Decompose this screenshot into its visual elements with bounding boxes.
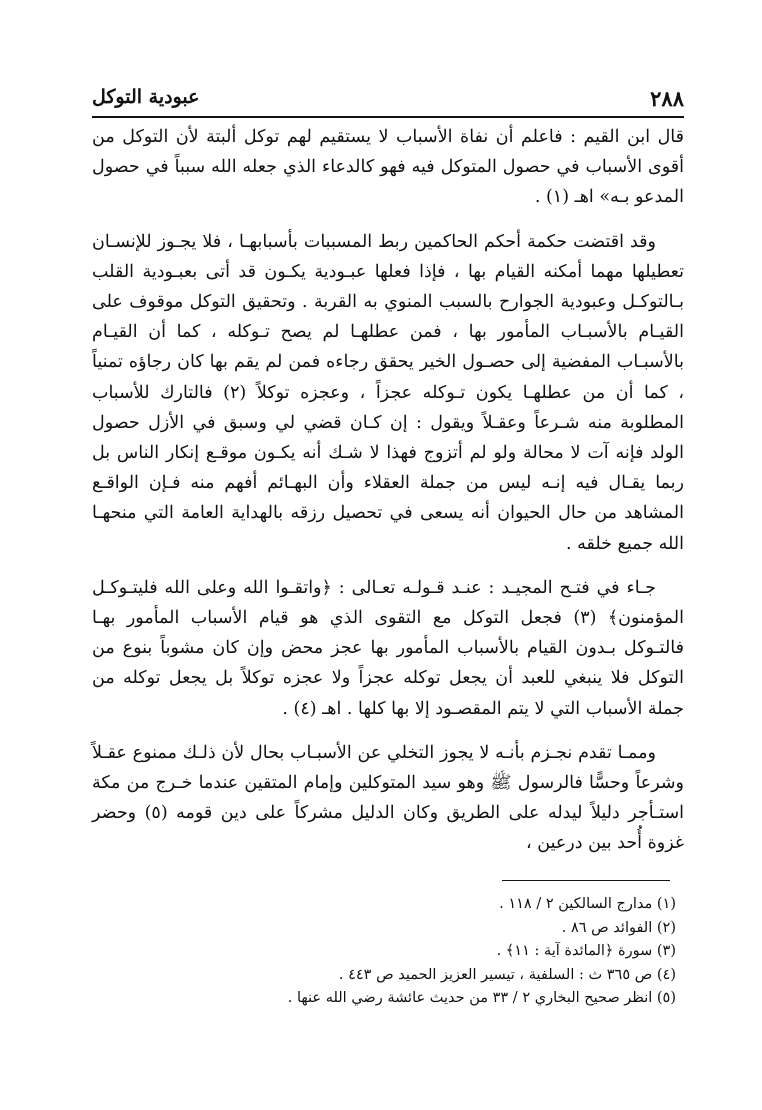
footnote-1: (١) مدارج السالكين ٢ / ١١٨ . [499, 896, 676, 912]
footnotes [92, 893, 684, 1011]
paragraph-wisdom-of-causes: وقد اقتضت حكمة أحكم الحاكمين ربط المسببات بأسبابهـا ، فلا يجـوز للإنسـان تعطيلها مهما أمكنه القيام بها ، فإذا فعلها عبـودية يكـون قد أتى بعبـودية القلب بـالتوكـل وعبودية الجوارح بالسبب المنوي به القربة . وتحقيق التوكل موقوف على القيـام بالأسبـاب المأمور بها ، فمن عطلهـا لم يصح تـوكله ، كما أن القيـام بالأسبـاب المفضية إلى حصـول الخير يحقق رجاءه فمن لم يقم بها كان رجاؤه تمنياً ، كما أن من عطلهـا يكون تـوكله عجزاً ، وعجزه توكلاً (٢) فالتارك للأسباب المطلوبة منه شـرعاً وعقـلاً ويقول : إن كـان قضي لي وسبق في الأزل حصول الولد فإنه آت لا محالة ولو لم أتزوج فهذا لا شـك أنه يكـون موقـع إنكار الناس بل ربما يقـال فيه إنـه ليس من جملة العقلاء وأن البهـائم أفهم منه فـإن الواقـع المشاهد من حال الحيوان أنه يسعى في تحصيل رزقه بالهداية العامة التي منحهـا الله جميع خلقه . [92, 231, 685, 554]
footnote-5: (٥) انظر صحيح البخاري ٢ / ٣٣ من حديث عائشة رضي الله عنها . [287, 990, 676, 1006]
footnote-2: (٢) الفوائد ص ٨٦ . [561, 919, 676, 936]
body-text [92, 122, 684, 873]
paragraph-ibn-alqayyim-quote: قال ابن القيم : فاعلم أن نفاة الأسباب لا يستقيم لهم توكل ألبتة لأن التوكل من أقوى الأسباب في حصول المتوكل فيه فهو كالدعاء الذي جعله الله سبباً في حصول المدعو بـه» اهـ (١) . [92, 127, 684, 208]
running-title: عبودية التوكل [92, 86, 200, 108]
footnote-3: (٣) سورة ﴿المائدة آية : ١١﴾ . [496, 943, 676, 959]
page-header [92, 80, 684, 118]
footnote-separator [502, 880, 670, 881]
paragraph-fath-almajid: جـاء في فتـح المجيـد : عنـد قـولـه تعـالى : ﴿واتقـوا الله وعلى الله فليتـوكـل المؤمنون﴾ (٣) فجعل التوكل مع التقوى الذي هو قيام الأسباب المأمور بهـا فالتـوكل بـدون القيام بالأسباب المأمور بها عجز محض وإن كان مشوباً بنوع من التوكل فلا ينبغي للعبد أن يجعل توكله عجزاً ولا عجزه توكلاً بل يجعل توكله من جملة الأسباب التي لا يتم المقصـود إلا بها كلها . اهـ (٤) . [92, 577, 685, 719]
footnote-4: (٤) ص ٣٦٥ ث : السلفية ، تيسير العزيز الحميد ص ٤٤٣ . [338, 966, 676, 983]
page-number: ٢٨٨ [650, 86, 684, 111]
paragraph-conclusion: وممـا تقدم نجـزم بأنـه لا يجوز التخلي عن الأسبـاب بحال لأن ذلـك ممنوع عقـلاً وشرعاً وحسًّا فالرسول ﷺ وهو سيد المتوكلين وإمام المتقين عندما خـرج من مكة استـأجر دليلاً ليدله على الطريق وكان الدليل مشركاً على دين قومه (٥) وحضر غزوة أُحد بين درعين ، [92, 742, 685, 854]
